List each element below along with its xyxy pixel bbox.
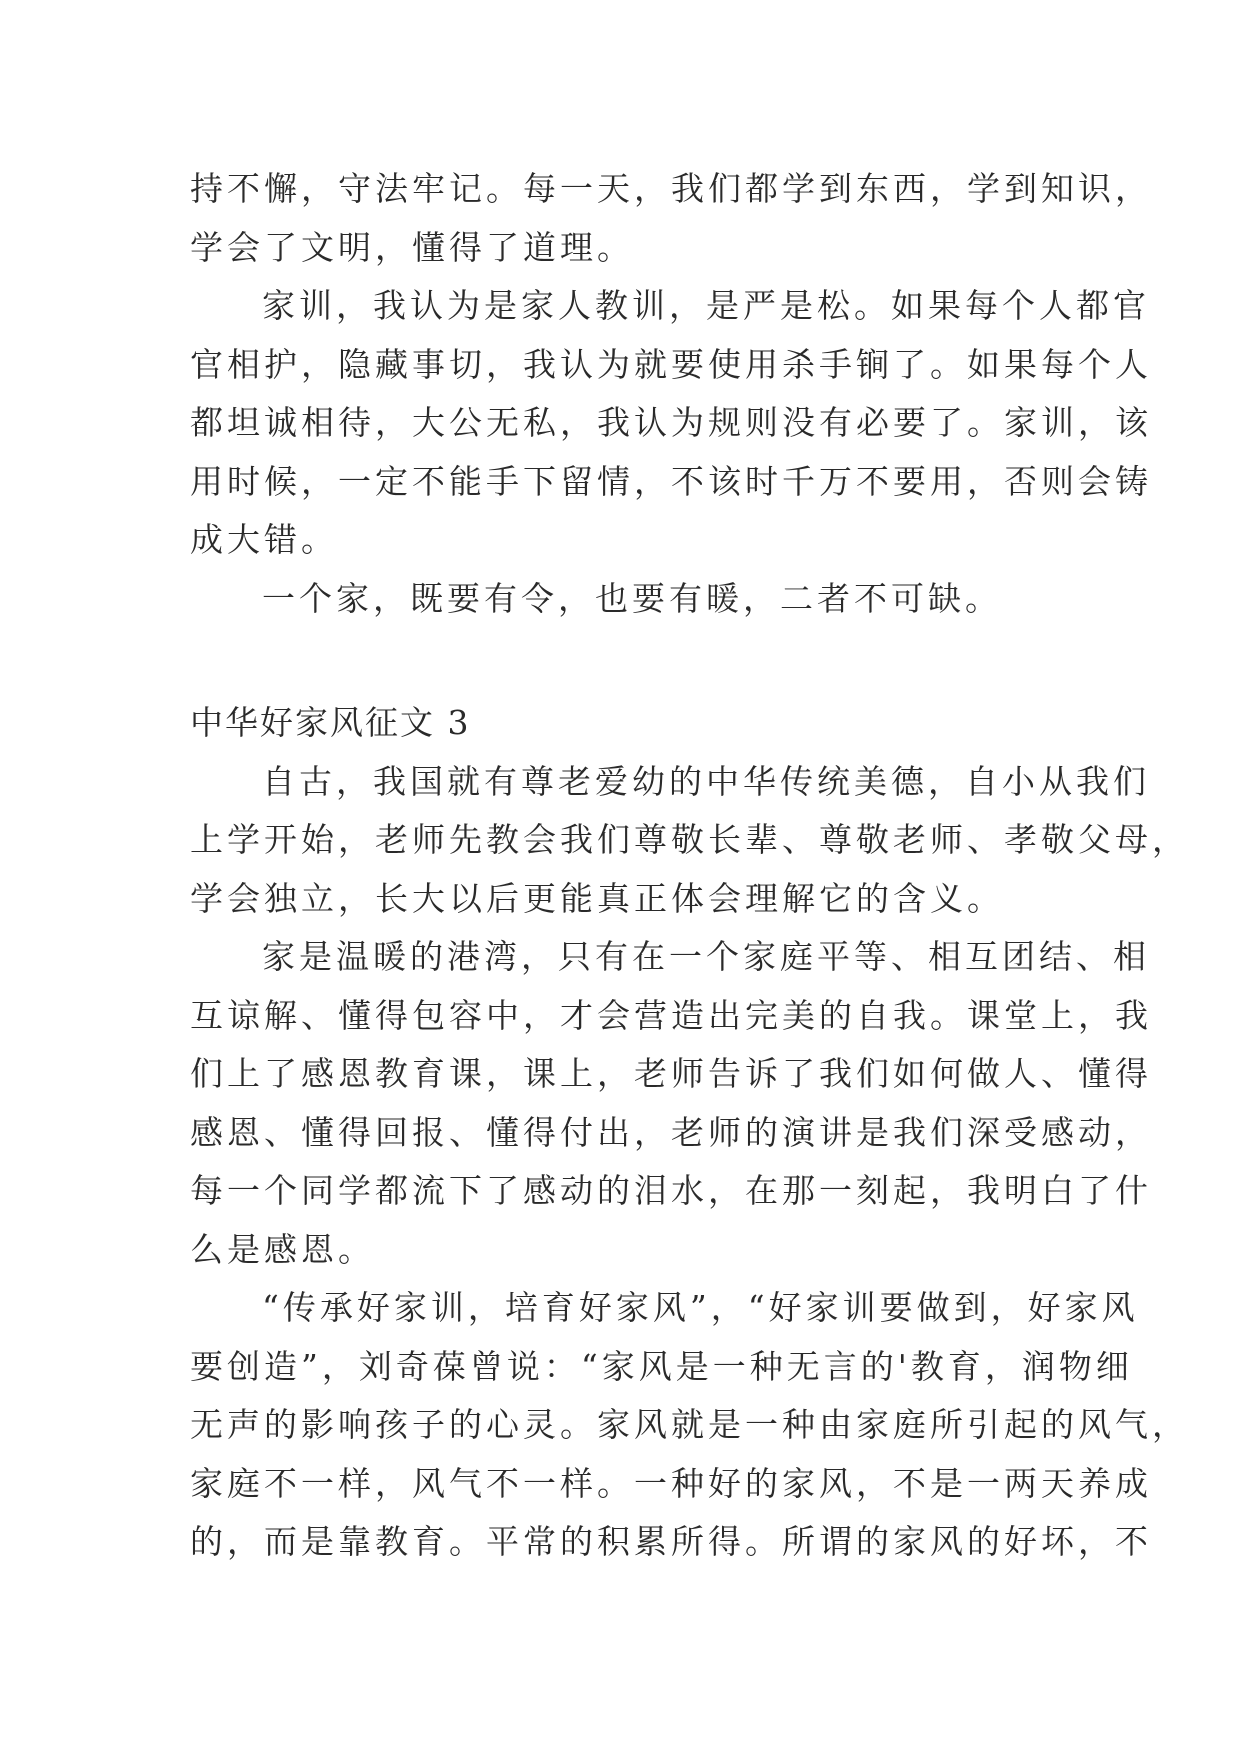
paragraph (190, 753, 1189, 929)
text-line: 学会独立，长大以后更能真正体会理解它的含义。 (190, 878, 1004, 918)
document-page (190, 160, 1189, 1572)
text-line: 官相护，隐藏事切，我认为就要使用杀手锏了。如果每个人 (190, 344, 1152, 384)
text-line: 都坦诚相待，大公无私，我认为规则没有必要了。家训，该 (190, 403, 1152, 442)
text-line: 互谅解、懂得包容中，才会营造出完美的自我。课堂上，我 (190, 995, 1152, 1035)
text-line: 么是感恩。 (190, 1229, 375, 1269)
text-line: 一个家，既要有令，也要有暖，二者不可缺。 (262, 578, 1002, 618)
text-line: 学会了文明，懂得了道理。 (190, 227, 634, 267)
text-line: 家训，我认为是家人教训，是严是松。如果每个人都官 (262, 286, 1150, 325)
text-line: 自古，我国就有尊老爱幼的中华传统美德，自小从我们 (262, 761, 1150, 801)
text-line: 每一个同学都流下了感动的泪水，在那一刻起，我明白了什 (190, 1171, 1152, 1210)
paragraph (190, 277, 1152, 570)
text-line: 家是温暖的港湾，只有在一个家庭平等、相互团结、相 (262, 937, 1150, 976)
text-line: 家庭不一样，风气不一样。一种好的家风，不是一两天养成 (190, 1463, 1152, 1503)
text-line: “传承好家训，培育好家风”，“好家训要做到，好家风 (262, 1288, 1139, 1327)
paragraph (190, 1279, 1189, 1572)
text-line: 的，而是靠教育。平常的积累所得。所谓的家风的好坏，不 (190, 1522, 1152, 1561)
paragraph (190, 928, 1152, 1279)
paragraph (190, 160, 1152, 277)
text-line: 感恩、懂得回报、懂得付出，老师的演讲是我们深受感动， (190, 1112, 1152, 1152)
paragraph (190, 570, 1070, 629)
text-line: 无声的影响孩子的心灵。家风就是一种由家庭所引起的风气， (190, 1405, 1189, 1444)
section-title: 中华好家风征文 3 (190, 703, 471, 742)
text-line: 成大错。 (190, 520, 338, 559)
text-line: 上学开始，老师先教会我们尊敬长辈、尊敬老师、孝敬父母， (190, 820, 1189, 859)
section-spacer (190, 628, 1070, 694)
text-line: 要创造”，刘奇葆曾说：“家风是一种无言的'教育，润物细 (190, 1346, 1133, 1386)
text-line: 们上了感恩教育课，课上，老师告诉了我们如何做人、懂得 (190, 1054, 1152, 1093)
text-line: 用时候，一定不能手下留情，不该时千万不要用，否则会铸 (190, 461, 1152, 501)
text-line: 持不懈，守法牢记。每一天，我们都学到东西，学到知识， (190, 169, 1152, 208)
